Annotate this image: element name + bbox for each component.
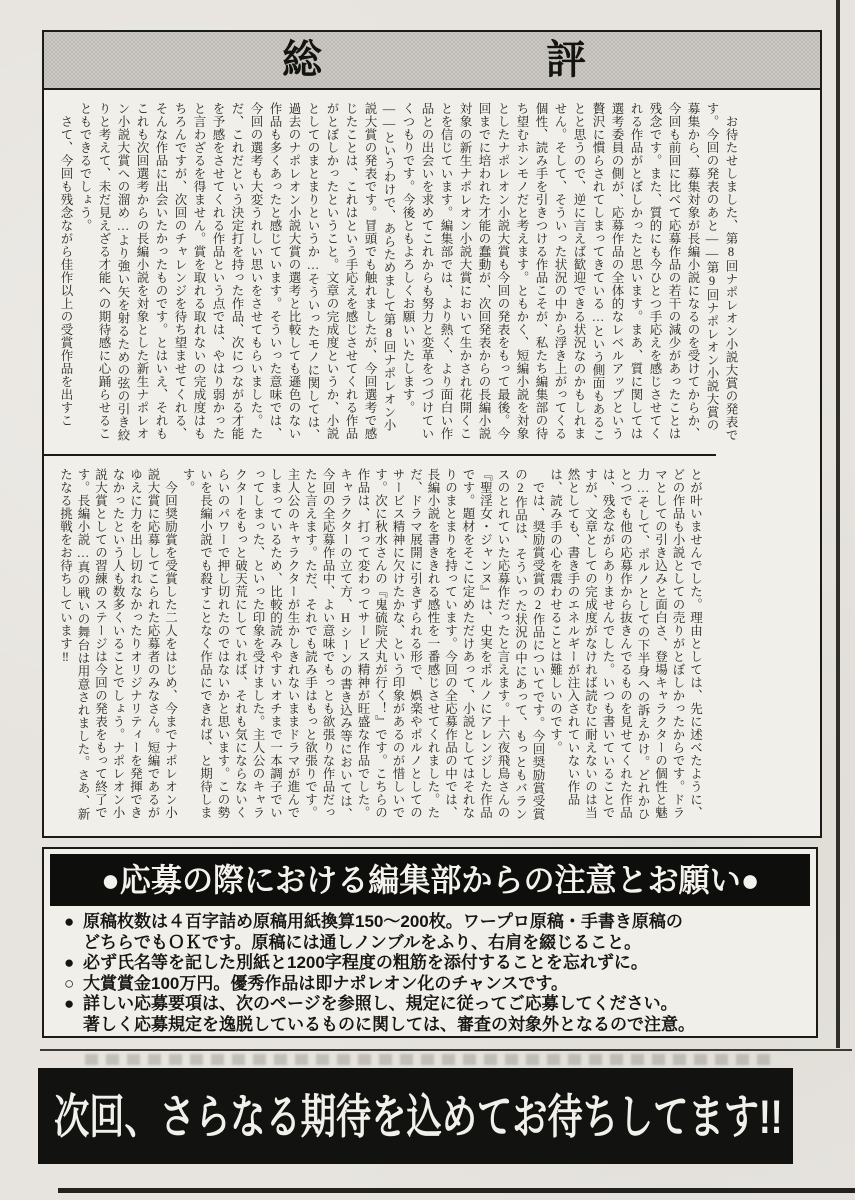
page-bleedthrough-artifact (85, 1054, 775, 1065)
bullet-spacer (64, 1015, 83, 1036)
general-review-box (42, 30, 822, 838)
notice-item (64, 994, 800, 1015)
notice-item (64, 974, 800, 995)
notice-item-text: 詳しい応募要項は、次のページを参照し、規定に従ってご応募してください。 (83, 994, 678, 1013)
review-text-block-upper (44, 90, 752, 454)
notice-list (44, 909, 816, 1035)
notice-item (64, 912, 800, 933)
filled-circle-bullet-icon: ● (64, 912, 75, 931)
notice-heading-banner (50, 854, 810, 906)
review-paragraph: お待たせしました、第8回ナポレオン小説大賞の発表です。今回の発表のあと――第9回ナポレオン小説大賞の募集から、募集対象が長編小説になるのを受けてからか、今回も前回に比べて応募作品の若干の減少があったことは残念です。また、質的にも今ひとつ手応えを感じさせてくれる作品がとぼしかったと思います。まあ、質に関しては選考委員の側が、応募作品の全体的なレベルアップという贅沢に慣らされてしまってきている…という側面もあることと思うので、逆に言えば歓迎できる状況なのかもしれません。そして、そういった状況の中から浮き上がってくる個性、読み手を引きつける作品こそが、私たち編集部の待ち望むホンモノだと考えます。ともかく、短編小説を対象としたナポレオン小説大賞も今回の発表をもって最後。今回までに培われた才能の蠢動が、次回発表からの長編小説対象の新生ナポレオン小説大賞において生かされ花開くことを信じています。編集部では、より熱く、より面白い作品との出会いを求めてこれからも努力と変革をつづけていくつもりです。今後ともよろしくお願いいたします。 (401, 102, 738, 442)
scan-edge-artifact-right (836, 0, 840, 1048)
review-paragraph: ――というわけで、あらためまして第8回ナポレオン小説大賞の発表です。冒頭でも触れましたが、今回選考で感じたことは、これはという手応えを感じさせてくれる作品がとぼしかったということ。文章の完成度というか、小説としてのまとまりというか…そういったモノに関しては、過去のナポレオン小説大賞の選考と比較しても遜色のない作品も多くあったと感じています。そういった意味では、今回の選考も大変うれしい思いをさせてもらいました。ただ、これだという決定打を持った作品、次につながる才能を予感をさせてくれる作品という点では、やはり弱かったと言わざるを得ません。賞を取れる取れないの完成度はもちろんですが、次回のチャレンジを待ち望ませてくれる、そんな作品に出会いたかったものです。とはいえ、それもこれも次回選考からの長編小説を対象とした新生ナポレオン小説大賞への溜め…より強い矢を射るための弦の引き絞りと考えて、未だ見えざる才能への期待感に心踊らせることもできるでしょう。 (78, 102, 396, 442)
editorial-notice-box (42, 847, 818, 1038)
notice-item-text: 必ず氏名等を記した別紙と1200字程度の粗筋を添付することを忘れずに。 (83, 953, 648, 972)
filled-circle-bullet-icon: ● (64, 994, 75, 1013)
notice-item (64, 953, 800, 974)
horizontal-rule (40, 1049, 852, 1051)
footer-banner (38, 1068, 793, 1164)
footer-banner-text: 次回、さらなる期待を込めてお待ちしてます!! (54, 1089, 783, 1143)
notice-item-text: 大賞賞金100万円。優秀作品は即ナポレオン化のチャンスです。 (83, 973, 568, 993)
notice-item-text: 原稿枚数は４百字詰め原稿用紙換算150～200枚。ワープロ原稿・手書き原稿の (83, 912, 683, 931)
bullet-spacer (64, 933, 83, 954)
review-text-block-lower (44, 454, 716, 836)
notice-item-continuation (64, 933, 800, 954)
review-title-band (44, 32, 820, 90)
filled-circle-bullet-icon: ● (64, 953, 75, 972)
review-paragraph: とが叶いませんでした。理由としては、先に述べたように、どの作品も小説としての売りがとぼしかったからです。ドラマとしての引き込みと面白さ、登場キャラクターの個性と魅力…そして、ポルノとしての下半身への訴えかけ。どれかひとつでも他の応募作から抜きんでるものを見せてくれた作品は、残念ながらありませんでした。いつも書いていることですが、文章としての完成度がなければ読むに耐えないのは当然としても、書き手のエネルギーが注入されていない作品は、読み手の心を震わせることは難しいのです。 (548, 468, 703, 821)
review-paragraph: では、奨励賞受賞の2作品についてです。今回奨励賞受賞の2作品は、そういった状況の中にあって、もっともバランスのとれていた応募作だったと言えます。十六夜飛鳥さんの『聖淫女・ジャンヌ』は、史実をポルノにアレンジした作品です。題材をそこに定めただけあって、小説としてはそれなりのまとまりを持っています。今回の全応募作品の中では、長編小説を書ききれる感性を一番感じさせてくれました。ただ、ドラマ展開に引きずられる形で、娯楽やポルノとしてのサービス精神に欠けたかな、という印象があるのが惜しいです。次に秋水さんの『鬼硫院犬丸が行く！』です。こちらの作品は、打って変わってサービス精神が旺盛な作品でした。キャラクターの立て方、Hシーンの書き込み等においては、今回の全応募作品中、よい意味でもっとも欲張りな作品だったと言えます。ただ、それでも読み手はもっと欲張りです。主人公のキャラクターが生かしきれないままドラマが進んでしまっているため、比較的読みやすいオチまで一本調子でいってしまった、といった印象を受けました。主人公のキャラクターをもっと破天荒にしていれば、それも気にならないくらいのパワーで押し切れたのではないかと思います。この勢いを長編小説でも殺すことなく作品にできれば、と期待します。 (181, 468, 545, 821)
page-title: 総評 (282, 37, 810, 82)
review-paragraph: 今回奨励賞を受賞した二人をはじめ、今までナポレオン小説大賞に応募してこられた応募者のみなさん。短編であるがゆえに力を出し切れなかったりオリジナリティーを発揮できなかったという人も数多くいることでしょう。ナポレオン小説大賞としての習練のステージは今回の発表をもって終了です。長編小説…真の戦いの舞台は用意されました。さあ、新たなる挑戦をお待ちしています‼ (58, 468, 178, 821)
open-circle-bullet-icon: ○ (64, 973, 75, 993)
notice-heading: ●応募の際における編集部からの注意とお願い● (100, 862, 760, 898)
notice-item-text: どちらでもＯＫです。原稿には通しノンブルをふり、右肩を綴じること。 (83, 932, 642, 952)
notice-item-text: 著しく応募規定を逸脱しているものに関しては、審査の対象外となるので注意。 (83, 1014, 695, 1034)
notice-item-continuation (64, 1015, 800, 1036)
review-paragraph: さて、今回も残念ながら佳作以上の受賞作品を出すこ (59, 102, 73, 427)
scan-edge-artifact-bottom (58, 1188, 855, 1193)
